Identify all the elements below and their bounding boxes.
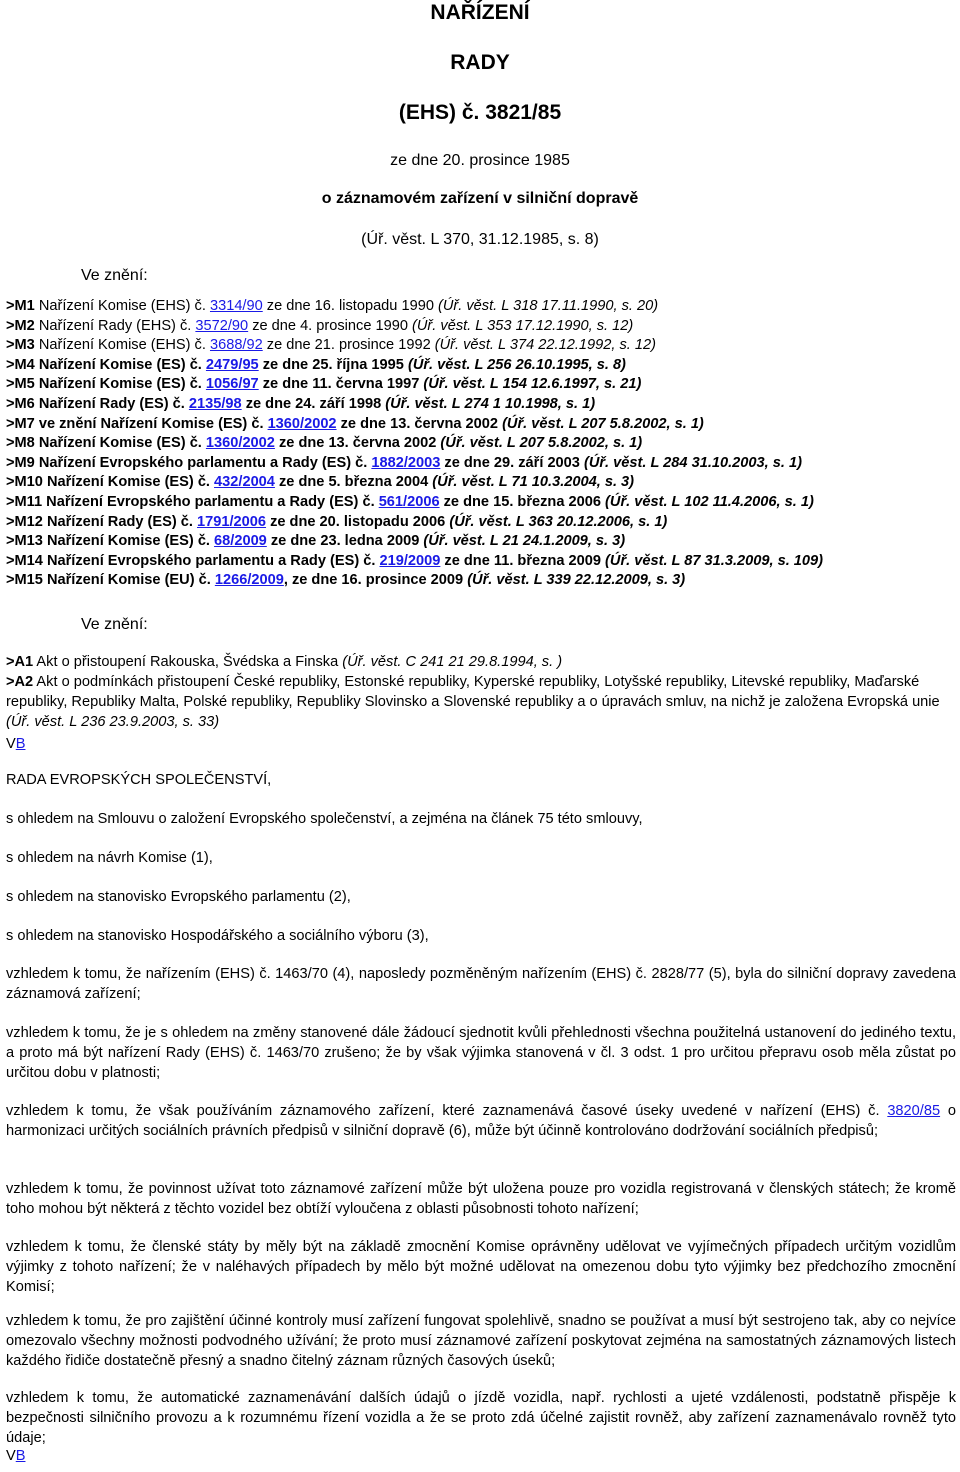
- amendment-link[interactable]: 68/2009: [214, 533, 267, 550]
- accession-publication: (Úř. věst. C 241 21 29.8.1994, s. ): [342, 654, 563, 670]
- amendment-link[interactable]: 1360/2002: [205, 435, 275, 452]
- amendment-link[interactable]: 219/2009: [379, 552, 441, 569]
- amendment-mark: >M8: [6, 435, 35, 452]
- amendment-act: Nařízení Komise (ES) č.: [34, 356, 206, 373]
- amendment-date: ze dne 23. ledna 2009: [266, 533, 424, 550]
- amendment-row: [6, 571, 956, 591]
- amendment-act: Nařízení Komise (EHS) č.: [34, 298, 210, 314]
- amendment-act: Nařízení Komise (EU) č.: [42, 572, 215, 589]
- amendment-link[interactable]: 2479/95: [205, 356, 259, 373]
- recital-committee-opinion: s ohledem na stanovisko Hospodářského a sociálního výboru (3),: [6, 928, 429, 944]
- regulation-subject: o záznamovém zařízení v silniční dopravě: [321, 190, 639, 207]
- amendment-act: Nařízení Komise (ES) č.: [34, 376, 206, 393]
- vb-marker-top: [6, 734, 956, 754]
- amendment-mark: >M15: [6, 572, 43, 589]
- amendment-mark: >M3: [6, 337, 35, 354]
- amendment-mark: >M4: [6, 356, 35, 373]
- amendment-date: ze dne 15. března 2006: [439, 493, 606, 510]
- amendment-date: ze dne 13. června 2002: [336, 415, 503, 432]
- amendment-mark: >M10: [6, 474, 43, 491]
- amendment-date: ze dne 4. prosince 1990: [248, 317, 413, 334]
- amendment-publication: (Úř. věst. L 374 22.12.1992, s. 12): [434, 337, 656, 354]
- amendment-link[interactable]: 3572/90: [195, 317, 249, 334]
- amendment-publication: (Úř. věst. L 256 26.10.1995, s. 8): [407, 356, 626, 373]
- amendment-link[interactable]: 3314/90: [209, 298, 263, 314]
- amendment-act: Nařízení Evropského parlamentu a Rady (ES) č.: [42, 552, 380, 569]
- amendment-mark: >M2: [6, 317, 35, 334]
- amendment-act: Nařízení Rady (ES) č.: [34, 395, 189, 412]
- accession-act: Akt o přistoupení Rakouska, Švédska a Finska: [33, 654, 343, 670]
- amendment-row: [6, 434, 956, 454]
- amendment-mark: >M11: [6, 493, 43, 510]
- amendment-act: Nařízení Rady (EHS) č.: [34, 317, 196, 334]
- amendment-mark: >M12: [6, 513, 43, 530]
- recital-3820-85-before: vzhledem k tomu, že však používáním záznamového zařízení, které zaznamenává časové úseky uvedené v nařízení (EHS) č.: [6, 1103, 888, 1119]
- amendment-publication: (Úř. věst. L 154 12.6.1997, s. 21): [423, 376, 642, 393]
- amendment-date: ze dne 25. října 1995: [258, 356, 408, 373]
- amendment-act: ve znění Nařízení Komise (ES) č.: [34, 415, 268, 432]
- amendment-row: [6, 454, 956, 474]
- title-line-1: NAŘÍZENÍ: [430, 1, 530, 24]
- amendment-row: [6, 317, 956, 337]
- accessions-label: Ve znění:: [81, 616, 148, 633]
- amendment-publication: (Úř. věst. L 363 20.12.2006, s. 1): [449, 513, 668, 530]
- amendment-link[interactable]: 1056/97: [205, 376, 259, 393]
- recital-exemptions: vzhledem k tomu, že členské státy by měly být na základě zmocnění Komise oprávněny udělovat ve vyjímečných případech určitým vozidlům výjimky z tohoto nařízení; že v naléhavých případech by mělo být možné udělovat na omezenou dobu tyto výjimky bez předchozího zmocnění Komisí;: [6, 1239, 956, 1295]
- recital-treaty: s ohledem na Smlouvu o založení Evropského společenství, a zejména na článek 75 této smlouvy,: [6, 811, 643, 827]
- amendment-act: Nařízení Komise (EHS) č.: [34, 337, 210, 354]
- recital-commission-proposal: s ohledem na návrh Komise (1),: [6, 850, 213, 866]
- amendment-act: Nařízení Evropského parlamentu a Rady (ES) č.: [42, 493, 379, 510]
- amendment-mark: >M5: [6, 376, 35, 393]
- amendment-act: Nařízení Evropského parlamentu a Rady (ES) č.: [34, 454, 372, 471]
- amendment-row: [6, 552, 956, 572]
- amendment-row: [6, 415, 956, 435]
- amendment-date: ze dne 20. listopadu 2006: [266, 513, 450, 530]
- accession-mark: >A2: [6, 674, 34, 690]
- amendment-link[interactable]: 1791/2006: [197, 513, 267, 530]
- title-line-2: RADY: [450, 51, 510, 74]
- amendment-mark: >M14: [6, 552, 43, 569]
- amendment-date: ze dne 16. listopadu 1990: [262, 298, 438, 314]
- amendment-link[interactable]: 561/2006: [378, 493, 440, 510]
- amendment-act: Nařízení Komise (ES) č.: [42, 474, 215, 491]
- vb-v: V: [6, 1448, 16, 1464]
- regulation-3820-85-link[interactable]: 3820/85: [887, 1103, 941, 1119]
- amendment-row: [6, 513, 956, 533]
- amendment-publication: (Úř. věst. L 353 17.12.1990, s. 12): [412, 317, 634, 334]
- recital-parliament-opinion: s ohledem na stanovisko Evropského parlamentu (2),: [6, 889, 351, 905]
- amendment-link[interactable]: 432/2004: [214, 474, 275, 491]
- amendment-act: Nařízení Rady (ES) č.: [42, 513, 198, 530]
- vb-b-link[interactable]: B: [15, 736, 26, 752]
- amendment-row: [6, 473, 956, 493]
- amendment-publication: (Úř. věst. L 71 10.3.2004, s. 3): [432, 474, 635, 491]
- recital-consolidation: vzhledem k tomu, že je s ohledem na změny stanovené dále žádoucí sjednotit kvůli přehlednosti všechna použitelná ustanovení do jediného textu, a proto má být nařízení Rady (EHS) č. 1463/70 zrušeno; že by však výjimka stanovená v čl. 3 odst. 1 pro určitou přepravu osob měla zůstat po určitou dobu v platnosti;: [6, 1025, 956, 1081]
- amendment-mark: >M1: [6, 298, 35, 314]
- council-heading: RADA EVROPSKÝCH SPOLEČENSTVÍ,: [6, 772, 272, 788]
- vb-v: V: [6, 736, 16, 752]
- amendment-publication: (Úř. věst. L 21 24.1.2009, s. 3): [423, 533, 626, 550]
- amendment-row: [6, 375, 956, 395]
- amendment-publication: (Úř. věst. L 274 1 10.1998, s. 1): [385, 395, 596, 412]
- amendment-act: Nařízení Komise (ES) č.: [34, 435, 206, 452]
- recital-registered-vehicles: vzhledem k tomu, že povinnost užívat toto záznamové zařízení může být uložena pouze pro vozidla registrovaná v členských státech; že kromě toho mohou být některá z těchto vozidel bez obtíží vyloučena z oblasti působnosti tohoto nařízení;: [6, 1181, 956, 1217]
- publication-reference: (Úř. věst. L 370, 31.12.1985, s. 8): [361, 231, 599, 248]
- amendment-date: ze dne 11. června 1997: [258, 376, 424, 393]
- amendment-mark: >M13: [6, 533, 43, 550]
- amendment-date: ze dne 5. března 2004: [274, 474, 433, 491]
- amendment-publication: (Úř. věst. L 87 31.3.2009, s. 109): [605, 552, 824, 569]
- amendment-publication: (Úř. věst. L 339 22.12.2009, s. 3): [467, 572, 686, 589]
- accession-row: [6, 672, 956, 732]
- amendment-link[interactable]: 3688/92: [209, 337, 263, 354]
- accessions-list: [6, 652, 956, 732]
- amendment-link[interactable]: 1360/2002: [267, 415, 337, 432]
- vb-b-link[interactable]: B: [15, 1448, 26, 1464]
- regulation-date: ze dne 20. prosince 1985: [390, 152, 570, 169]
- title-line-3: (EHS) č. 3821/85: [398, 101, 562, 124]
- amendment-date: ze dne 29. září 2003: [440, 454, 584, 471]
- amendment-publication: (Úř. věst. L 102 11.4.2006, s. 1): [605, 493, 814, 510]
- accession-publication: (Úř. věst. L 236 23.9.2003, s. 33): [6, 714, 220, 730]
- amendments-list: [6, 297, 956, 591]
- amendment-date: ze dne 13. června 2002: [274, 435, 441, 452]
- accession-act: Akt o podmínkách přistoupení České republiky, Estonské republiky, Kyperské republiky, Lotyšské republiky, Litevské republiky, Maďarské republiky, Republiky Malta, Polské republiky, Republiky Slovinsko a Slovenské republiky a o úpravách smluv, na nichž je založena Evropská unie: [6, 674, 940, 710]
- amendment-link[interactable]: 2135/98: [188, 395, 242, 412]
- amendment-date: ze dne 11. března 2009: [440, 552, 606, 569]
- amendment-row: [6, 395, 956, 415]
- amendment-mark: >M9: [6, 454, 35, 471]
- recital-1463-70: vzhledem k tomu, že nařízením (EHS) č. 1463/70 (4), naposledy pozměněným nařízením (EHS) č. 2828/77 (5), byla do silniční dopravy zavedena záznamová zařízení;: [6, 966, 956, 1002]
- recital-3820-85-after: o harmonizaci určitých sociálních právních předpisů v silniční dopravě (6), může být účinně kontrolováno dodržování sociálních předpisů;: [6, 1103, 956, 1139]
- amendment-act: Nařízení Komise (ES) č.: [42, 533, 215, 550]
- amendment-link[interactable]: 1882/2003: [371, 454, 441, 471]
- amendment-date: , ze dne 16. prosince 2009: [283, 572, 468, 589]
- amendment-row: [6, 493, 956, 513]
- amendment-mark: >M7: [6, 415, 35, 432]
- recital-reliability: vzhledem k tomu, že pro zajištění účinné kontroly musí zařízení fungovat spolehlivě, snadno se používat a musí být sestrojeno tak, aby co nejvíce omezovalo všechny možnosti podvodného užívání; že proto musí záznamové zařízení poskytovat zejména na samostatných záznamových listech každého řidiče dostatečně přesný a snadno čitelný záznam různých časových úseků;: [6, 1313, 956, 1369]
- amendment-publication: (Úř. věst. L 284 31.10.2003, s. 1): [583, 454, 802, 471]
- accession-row: [6, 652, 956, 672]
- amendment-mark: >M6: [6, 395, 35, 412]
- accession-mark: >A1: [6, 654, 34, 670]
- amendment-row: [6, 532, 956, 552]
- amendment-publication: (Úř. věst. L 318 17.11.1990, s. 20): [438, 298, 659, 314]
- amendment-date: ze dne 21. prosince 1992: [262, 337, 435, 354]
- recital-3820-85: [6, 1101, 956, 1141]
- amended-by-label: Ve znění:: [81, 267, 148, 284]
- amendment-link[interactable]: 1266/2009: [214, 572, 284, 589]
- amendment-publication: (Úř. věst. L 207 5.8.2002, s. 1): [502, 415, 704, 432]
- amendment-row: [6, 336, 956, 356]
- vb-marker-bottom: [6, 1446, 956, 1466]
- amendment-publication: (Úř. věst. L 207 5.8.2002, s. 1): [440, 435, 643, 452]
- amendment-row: [6, 356, 956, 376]
- recital-automatic-recording: vzhledem k tomu, že automatické zaznamenávání dalších údajů o jízdě vozidla, např. rychlosti a ujeté vzdálenosti, podstatně přispěje k bezpečnosti silničního provozu a k rozumnému řízení vozidla a že se proto zdá účelné zajistit rovněž, aby zařízení zaznamenávalo rovněž tyto údaje;: [6, 1390, 956, 1446]
- amendment-date: ze dne 24. září 1998: [241, 395, 386, 412]
- amendment-row: [6, 297, 956, 317]
